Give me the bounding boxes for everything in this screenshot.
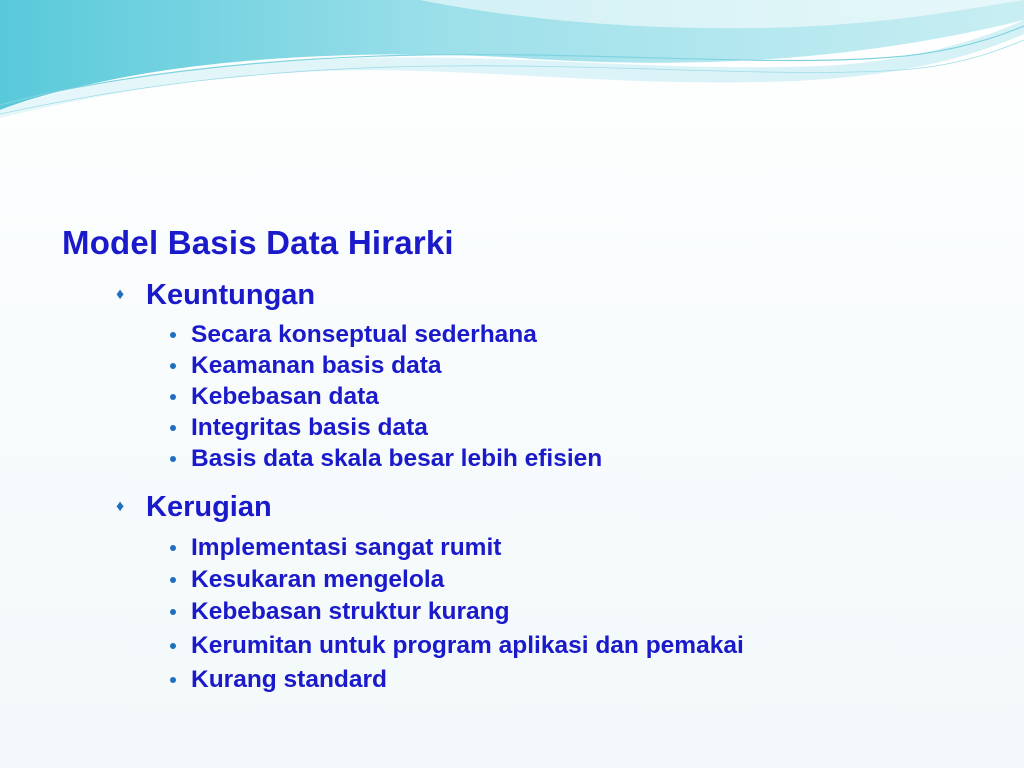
list-item xyxy=(164,532,744,564)
list-item-text: Secara konseptual sederhana xyxy=(191,320,537,348)
list-item xyxy=(164,663,744,696)
bullet-dot-icon xyxy=(170,609,176,615)
bullet-dot-icon xyxy=(170,545,176,551)
list-item xyxy=(164,381,602,412)
list-item-text: Kebebasan struktur kurang xyxy=(191,598,510,625)
slide-title: Model Basis Data Hirarki xyxy=(62,224,454,261)
bullet-list xyxy=(116,319,602,474)
list-item xyxy=(164,412,602,443)
list-item-text: Kurang standard xyxy=(191,665,388,693)
list-item-text: Basis data skala besar lebih efisien xyxy=(191,444,603,472)
list-item-text: Implementasi sangat rumit xyxy=(191,534,502,561)
list-item-text: Kebebasan data xyxy=(191,382,379,410)
section-kerugian xyxy=(116,490,744,696)
wave-decoration xyxy=(0,0,1024,140)
section-header xyxy=(116,278,602,312)
section-header xyxy=(116,490,744,524)
bullet-dot-icon xyxy=(170,394,176,400)
list-item-text: Keamanan basis data xyxy=(191,351,442,379)
list-item xyxy=(164,319,602,350)
diamond-icon: ♦ xyxy=(116,498,125,515)
diamond-icon: ♦ xyxy=(116,286,125,303)
list-item-text: Kesukaran mengelola xyxy=(191,566,445,593)
bullet-list xyxy=(116,532,744,696)
bullet-dot-icon xyxy=(170,332,176,338)
bullet-dot-icon xyxy=(170,643,176,649)
section-label: Keuntungan xyxy=(146,278,316,311)
bullet-dot-icon xyxy=(170,677,176,683)
list-item xyxy=(164,564,744,596)
list-item xyxy=(164,596,744,628)
list-item xyxy=(164,350,602,381)
bullet-dot-icon xyxy=(170,363,176,369)
section-label: Kerugian xyxy=(146,490,272,523)
bullet-dot-icon xyxy=(170,456,176,462)
bullet-dot-icon xyxy=(170,577,176,583)
list-item xyxy=(164,629,744,662)
section-keuntungan xyxy=(116,278,602,474)
bullet-dot-icon xyxy=(170,425,176,431)
list-item xyxy=(164,443,602,474)
list-item-text: Integritas basis data xyxy=(191,413,428,441)
list-item-text: Kerumitan untuk program aplikasi dan pemakai xyxy=(191,631,744,659)
